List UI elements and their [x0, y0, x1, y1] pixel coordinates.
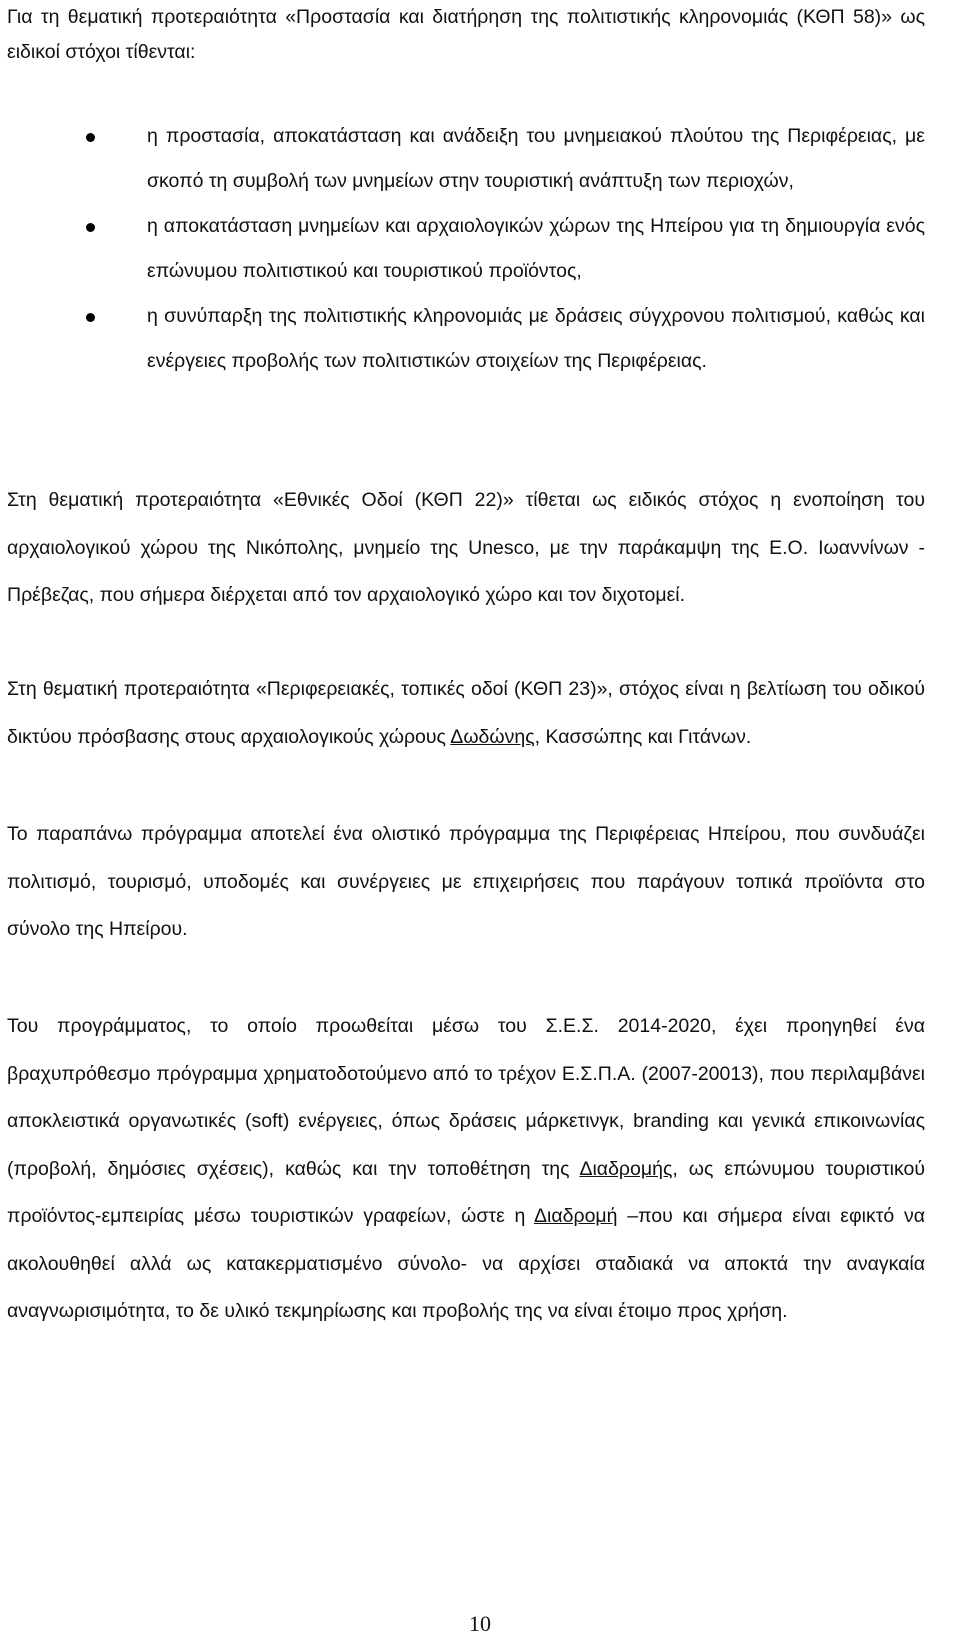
paragraph-text: –που και σήμερα είναι εφικτό να ακολουθηθεί αλλά ως κατακερματισμένο σύνολο- να αρχίσει σταδιακά να αποκτά την αναγκαία αναγνωρισιμότητα, το δε υλικό τεκμηρίωσης και προβολής της να είναι έτοιμο προς χρήση.	[7, 1205, 926, 1322]
list-item	[0, 204, 925, 294]
list-item	[0, 114, 925, 204]
list-item-text: η συνύπαρξη της πολιτιστικής κληρονομιάς με δράσεις σύγχρονου πολιτισμού, καθώς και ενέργειες προβολής των πολιτιστικών στοιχείων της Περιφέρειας.	[147, 305, 925, 372]
underlined-text: Διαδρομής	[579, 1157, 673, 1180]
objectives-list	[0, 114, 925, 384]
paragraph-text: , Κασσώπης και Γιτάνων.	[534, 725, 752, 748]
bullet-icon	[86, 313, 95, 322]
regional-roads-paragraph	[7, 666, 925, 761]
national-roads-paragraph: Στη θεματική προτεραιότητα «Εθνικές Οδοί (ΚΘΠ 22)» τίθεται ως ειδικός στόχος η ενοποίηση του αρχαιολογικού χώρου της Νικόπολης, μνημείο της Unesco, με την παράκαμψη της Ε.Ο. Ιωαννίνων - Πρέβεζας, που σήμερα διέρχεται από τον αρχαιολογικό χώρο και τον διχοτομεί.	[7, 489, 925, 606]
page-number: 10	[469, 1611, 491, 1636]
paragraph-text: , ως επώνυμου τουριστικού προϊόντος-εμπειρίας μέσω τουριστικών γραφείων, ώστε η	[7, 1157, 925, 1227]
paragraph-text: Στη θεματική προτεραιότητα «Περιφερειακές, τοπικές οδοί (ΚΘΠ 23)», στόχος είναι η βελτίωση του οδικού δικτύου πρόσβασης στους αρχαιολογικούς χώρους	[7, 678, 925, 748]
paragraph-text: Του προγράμματος, το οποίο προωθείται μέσω του Σ.Ε.Σ. 2014-2020, έχει προηγηθεί ένα βραχυπρόθεσμο πρόγραμμα χρηματοδοτούμενο από το τρέχον Ε.Σ.Π.Α. (2007-20013), που περιλαμβάνει αποκλειστικά οργανωτικές (soft) ενέργειες, όπως δράσεις μάρκετινγκ, branding και γενικά επικοινωνίας (προβολή, δημόσιες σχέσεις), καθώς και την τοποθέτηση της	[7, 1015, 925, 1180]
bullet-icon	[86, 133, 95, 142]
list-item	[0, 294, 925, 384]
bullet-icon	[86, 223, 95, 232]
short-term-program-paragraph	[7, 1003, 925, 1336]
holistic-program-paragraph: Το παραπάνω πρόγραμμα αποτελεί ένα ολιστικό πρόγραμμα της Περιφέρειας Ηπείρου, που συνδυάζει πολιτισμό, τουρισμό, υποδομές και συνέργειες με επιχειρήσεις που παράγουν τοπικά προϊόντα στο σύνολο της Ηπείρου.	[7, 823, 925, 940]
underlined-text: Διαδρομή	[534, 1205, 618, 1227]
underlined-text: Δωδώνης	[450, 725, 535, 748]
list-item-text: η αποκατάσταση μνημείων και αρχαιολογικών χώρων της Ηπείρου για τη δημιουργία ενός επώνυμου πολιτιστικού και τουριστικού προϊόντος,	[147, 215, 925, 282]
list-item-text: η προστασία, αποκατάσταση και ανάδειξη του μνημειακού πλούτου της Περιφέρειας, με σκοπό τη συμβολή των μνημείων στην τουριστική ανάπτυξη των περιοχών,	[147, 125, 925, 192]
intro-paragraph: Για τη θεματική προτεραιότητα «Προστασία και διατήρηση της πολιτιστικής κληρονομιάς (ΚΘΠ 58)» ως ειδικοί στόχοι τίθενται:	[7, 6, 925, 63]
